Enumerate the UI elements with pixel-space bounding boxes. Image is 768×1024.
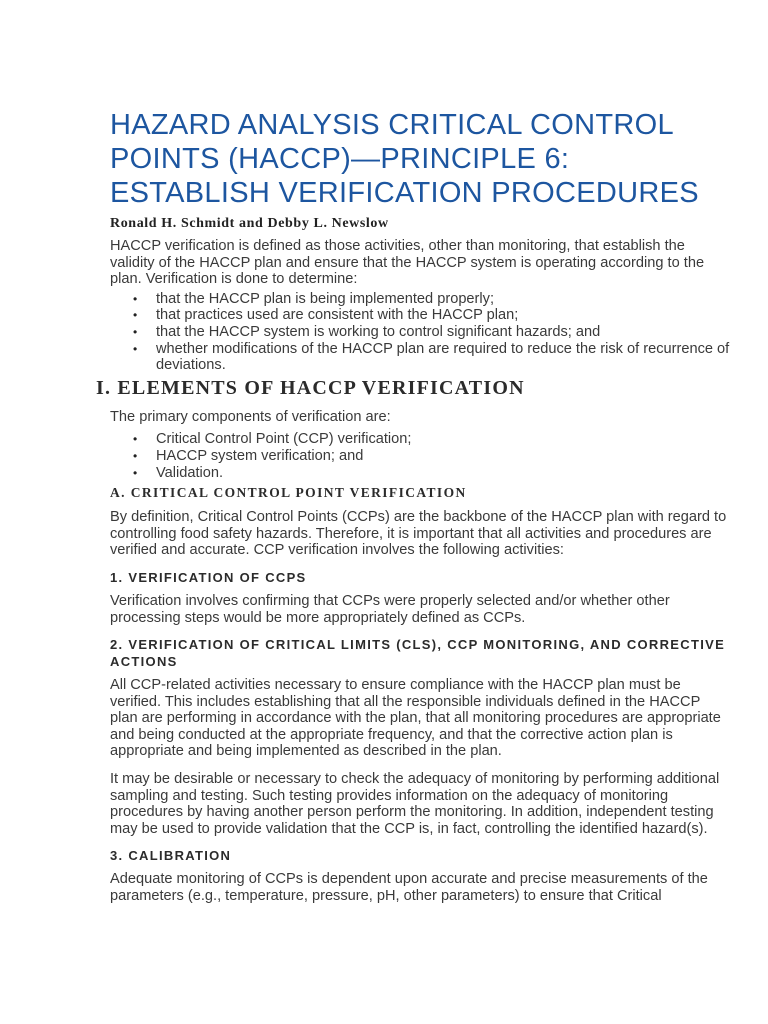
verification-of-ccps-paragraph: Verification involves confirming that CCPs were properly selected and/or whether other processing steps would be more appropriately defined as CCPs.	[110, 592, 670, 626]
heading-verification-of-critical-limits: 2. VERIFICATION OF CRITICAL LIMITS (CLS), CCP MONITORING, AND CORRECTIVE ACTIONS	[110, 637, 726, 670]
list-item: • that practices used are consistent with the HACCP plan;	[133, 307, 519, 324]
heading-verification-of-ccps: 1. VERIFICATION OF CCPS	[110, 569, 307, 585]
critical-limits-paragraph-1: All CCP-related activities necessary to ensure compliance with the HACCP plan must be verified. This includes establishing that all the responsible individuals defined in the HACCP plan are performing in accordance with the plan, that all monitoring procedures are appropriate and being conducted at the appropriate frequency, and that the corrective action plan is appropriate and being implemented as described in the plan.	[110, 677, 721, 760]
list-item: • whether modifications of the HACCP plan are required to reduce the risk of recurrence of deviations.	[133, 340, 730, 374]
bullet-icon: •	[133, 341, 138, 356]
document-authors: Ronald H. Schmidt and Debby L. Newslow	[110, 216, 389, 231]
components-list	[110, 431, 730, 481]
intro-list	[110, 291, 730, 374]
bullet-icon: •	[133, 465, 138, 480]
bullet-icon: •	[133, 432, 138, 447]
document-page	[96, 108, 730, 905]
ccp-verification-paragraph: By definition, Critical Control Points (CCPs) are the backbone of the HACCP plan with regard to controlling food safety hazards. Therefore, it is important that all activities and procedures are verified and accurate. CCP verification involves the following activities:	[110, 509, 727, 559]
list-item: • Critical Control Point (CCP) verification;	[133, 431, 412, 448]
subsection-heading-ccp-verification: A. CRITICAL CONTROL POINT VERIFICATION	[110, 485, 467, 501]
heading-calibration: 3. CALIBRATION	[110, 848, 232, 864]
bullet-icon: •	[133, 448, 138, 463]
section-heading-elements: I. ELEMENTS OF HACCP VERIFICATION	[96, 376, 525, 399]
list-item: • that the HACCP plan is being implemented properly;	[133, 290, 495, 307]
section-lead: The primary components of verification are:	[110, 408, 391, 425]
intro-paragraph: HACCP verification is defined as those activities, other than monitoring, that establish the validity of the HACCP plan and ensure that the HACCP system is operating according to the plan. Verification is done to determine:	[110, 238, 705, 288]
list-item: • Validation.	[133, 464, 224, 481]
calibration-paragraph: Adequate monitoring of CCPs is dependent upon accurate and precise measurements of the parameters (e.g., temperature, pressure, pH, other parameters) to ensure that Critical	[110, 871, 708, 905]
list-item: • HACCP system verification; and	[133, 447, 364, 464]
document-title: HAZARD ANALYSIS CRITICAL CONTROL POINTS (HACCP)—PRINCIPLE 6: ESTABLISH VERIFICATION PROCEDURES	[110, 109, 699, 209]
critical-limits-paragraph-2: It may be desirable or necessary to check the adequacy of monitoring by performing additional sampling and testing. Such testing provides information on the adequacy of monitoring procedures by having another person perform the monitoring. In addition, independent testing may be used to provide validation that the CCP is, in fact, controlling the identified hazard(s).	[110, 771, 720, 837]
bullet-icon: •	[133, 308, 138, 323]
bullet-icon: •	[133, 324, 138, 339]
bullet-icon: •	[133, 291, 138, 306]
list-item: • that the HACCP system is working to control significant hazards; and	[133, 323, 601, 340]
